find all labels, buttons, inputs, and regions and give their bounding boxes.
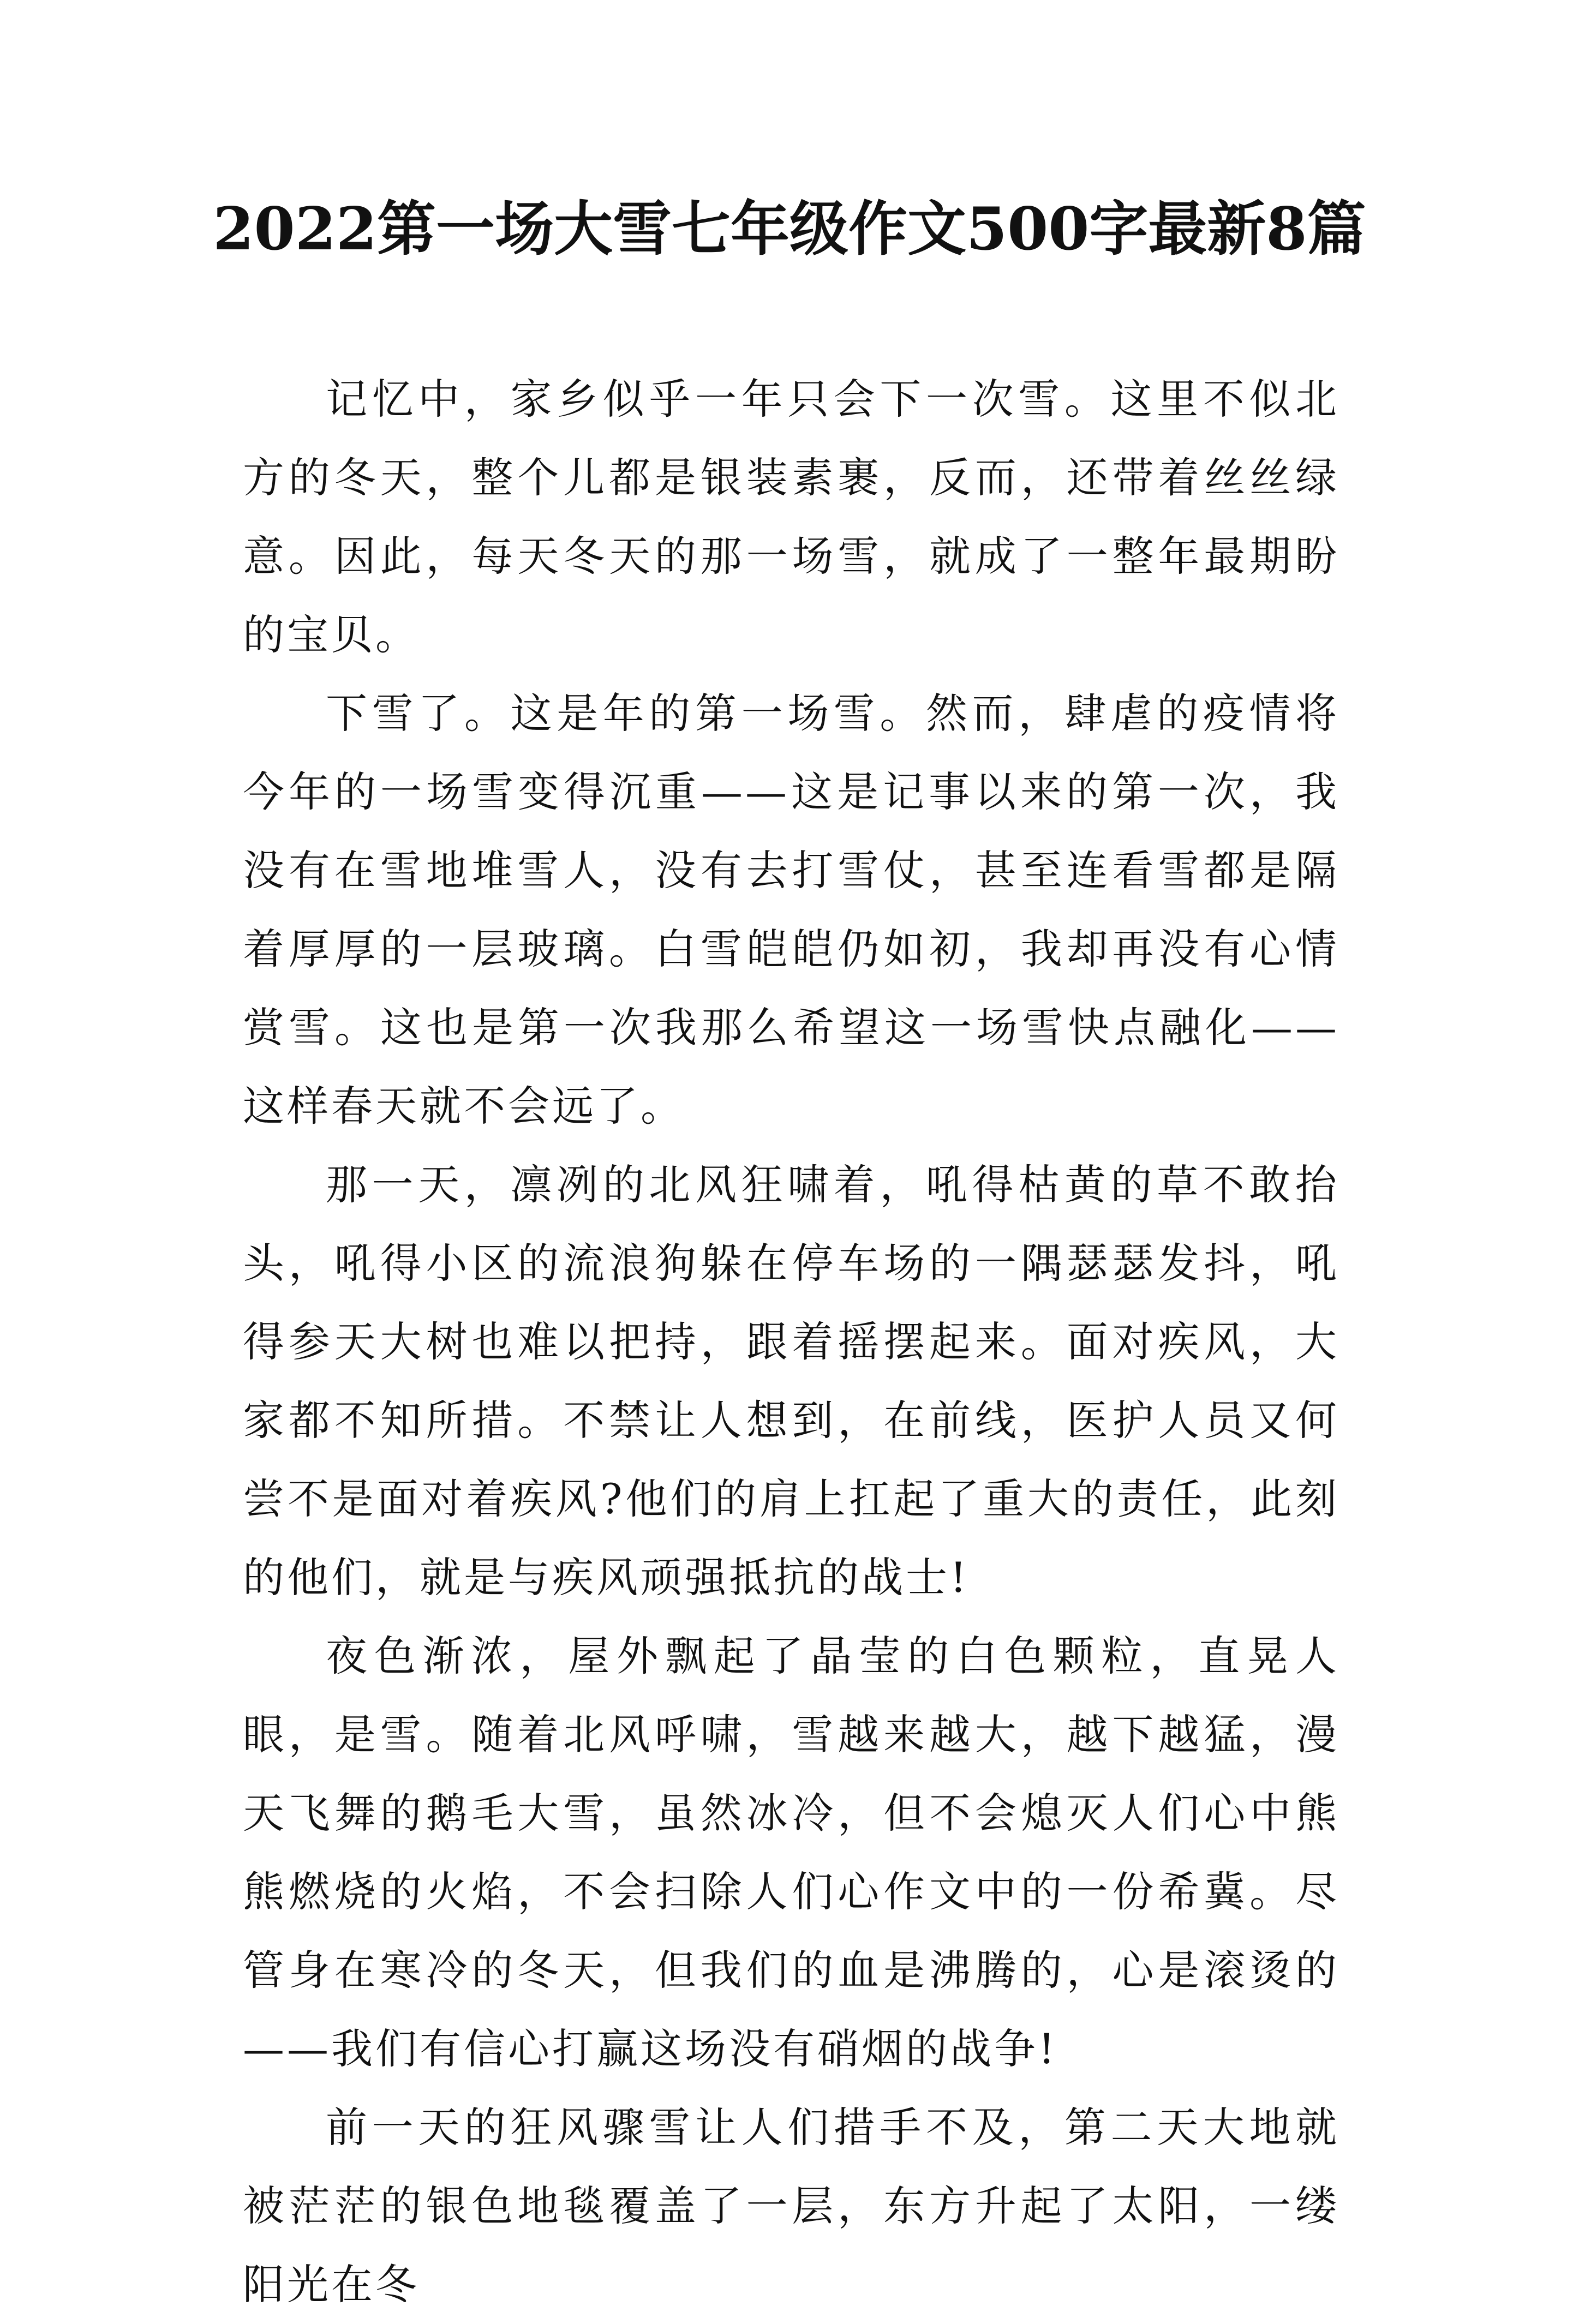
document-title: 2022第一场大雪七年级作文500字最新8篇 [213, 195, 1366, 263]
paragraph-2: 下雪了。这是年的第一场雪。然而，肆虐的疫情将今年的一场雪变得沉重——这是记事以来的第一次，我没有在雪地堆雪人，没有去打雪仗，甚至连看雪都是隔着厚厚的一层玻璃。白雪皑皑仍如初，我却再没有心情赏雪。这也是第一次我那么希望这一场雪快点融化——这样春天就不会远了。 [243, 689, 1339, 1130]
document-body [243, 360, 1339, 2324]
paragraph-4: 夜色渐浓，屋外飘起了晶莹的白色颗粒，直晃人眼，是雪。随着北风呼啸，雪越来越大，越下越猛，漫天飞舞的鹅毛大雪，虽然冰冷，但不会熄灭人们心中熊熊燃烧的火焰，不会扫除人们心作文中的一份希冀。尽管身在寒冷的冬天，但我们的血是沸腾的，心是滚烫的——我们有信心打赢这场没有硝烟的战争! [243, 1632, 1339, 2073]
paragraph-3: 那一天，凛冽的北风狂啸着，吼得枯黄的草不敢抬头，吼得小区的流浪狗躲在停车场的一隅瑟瑟发抖，吼得参天大树也难以把持，跟着摇摆起来。面对疾风，大家都不知所措。不禁让人想到，在前线，医护人员又何尝不是面对着疾风?他们的肩上扛起了重大的责任，此刻的他们，就是与疾风顽强抵抗的战士! [243, 1160, 1339, 1602]
paragraph-5: 前一天的狂风骤雪让人们措手不及，第二天大地就被茫茫的银色地毯覆盖了一层，东方升起了太阳，一缕阳光在冬 [243, 2103, 1339, 2309]
paragraph-1: 记忆中，家乡似乎一年只会下一次雪。这里不似北方的冬天，整个儿都是银装素裹，反而，还带着丝丝绿意。因此，每天冬天的那一场雪，就成了一整年最期盼的宝贝。 [243, 375, 1339, 659]
